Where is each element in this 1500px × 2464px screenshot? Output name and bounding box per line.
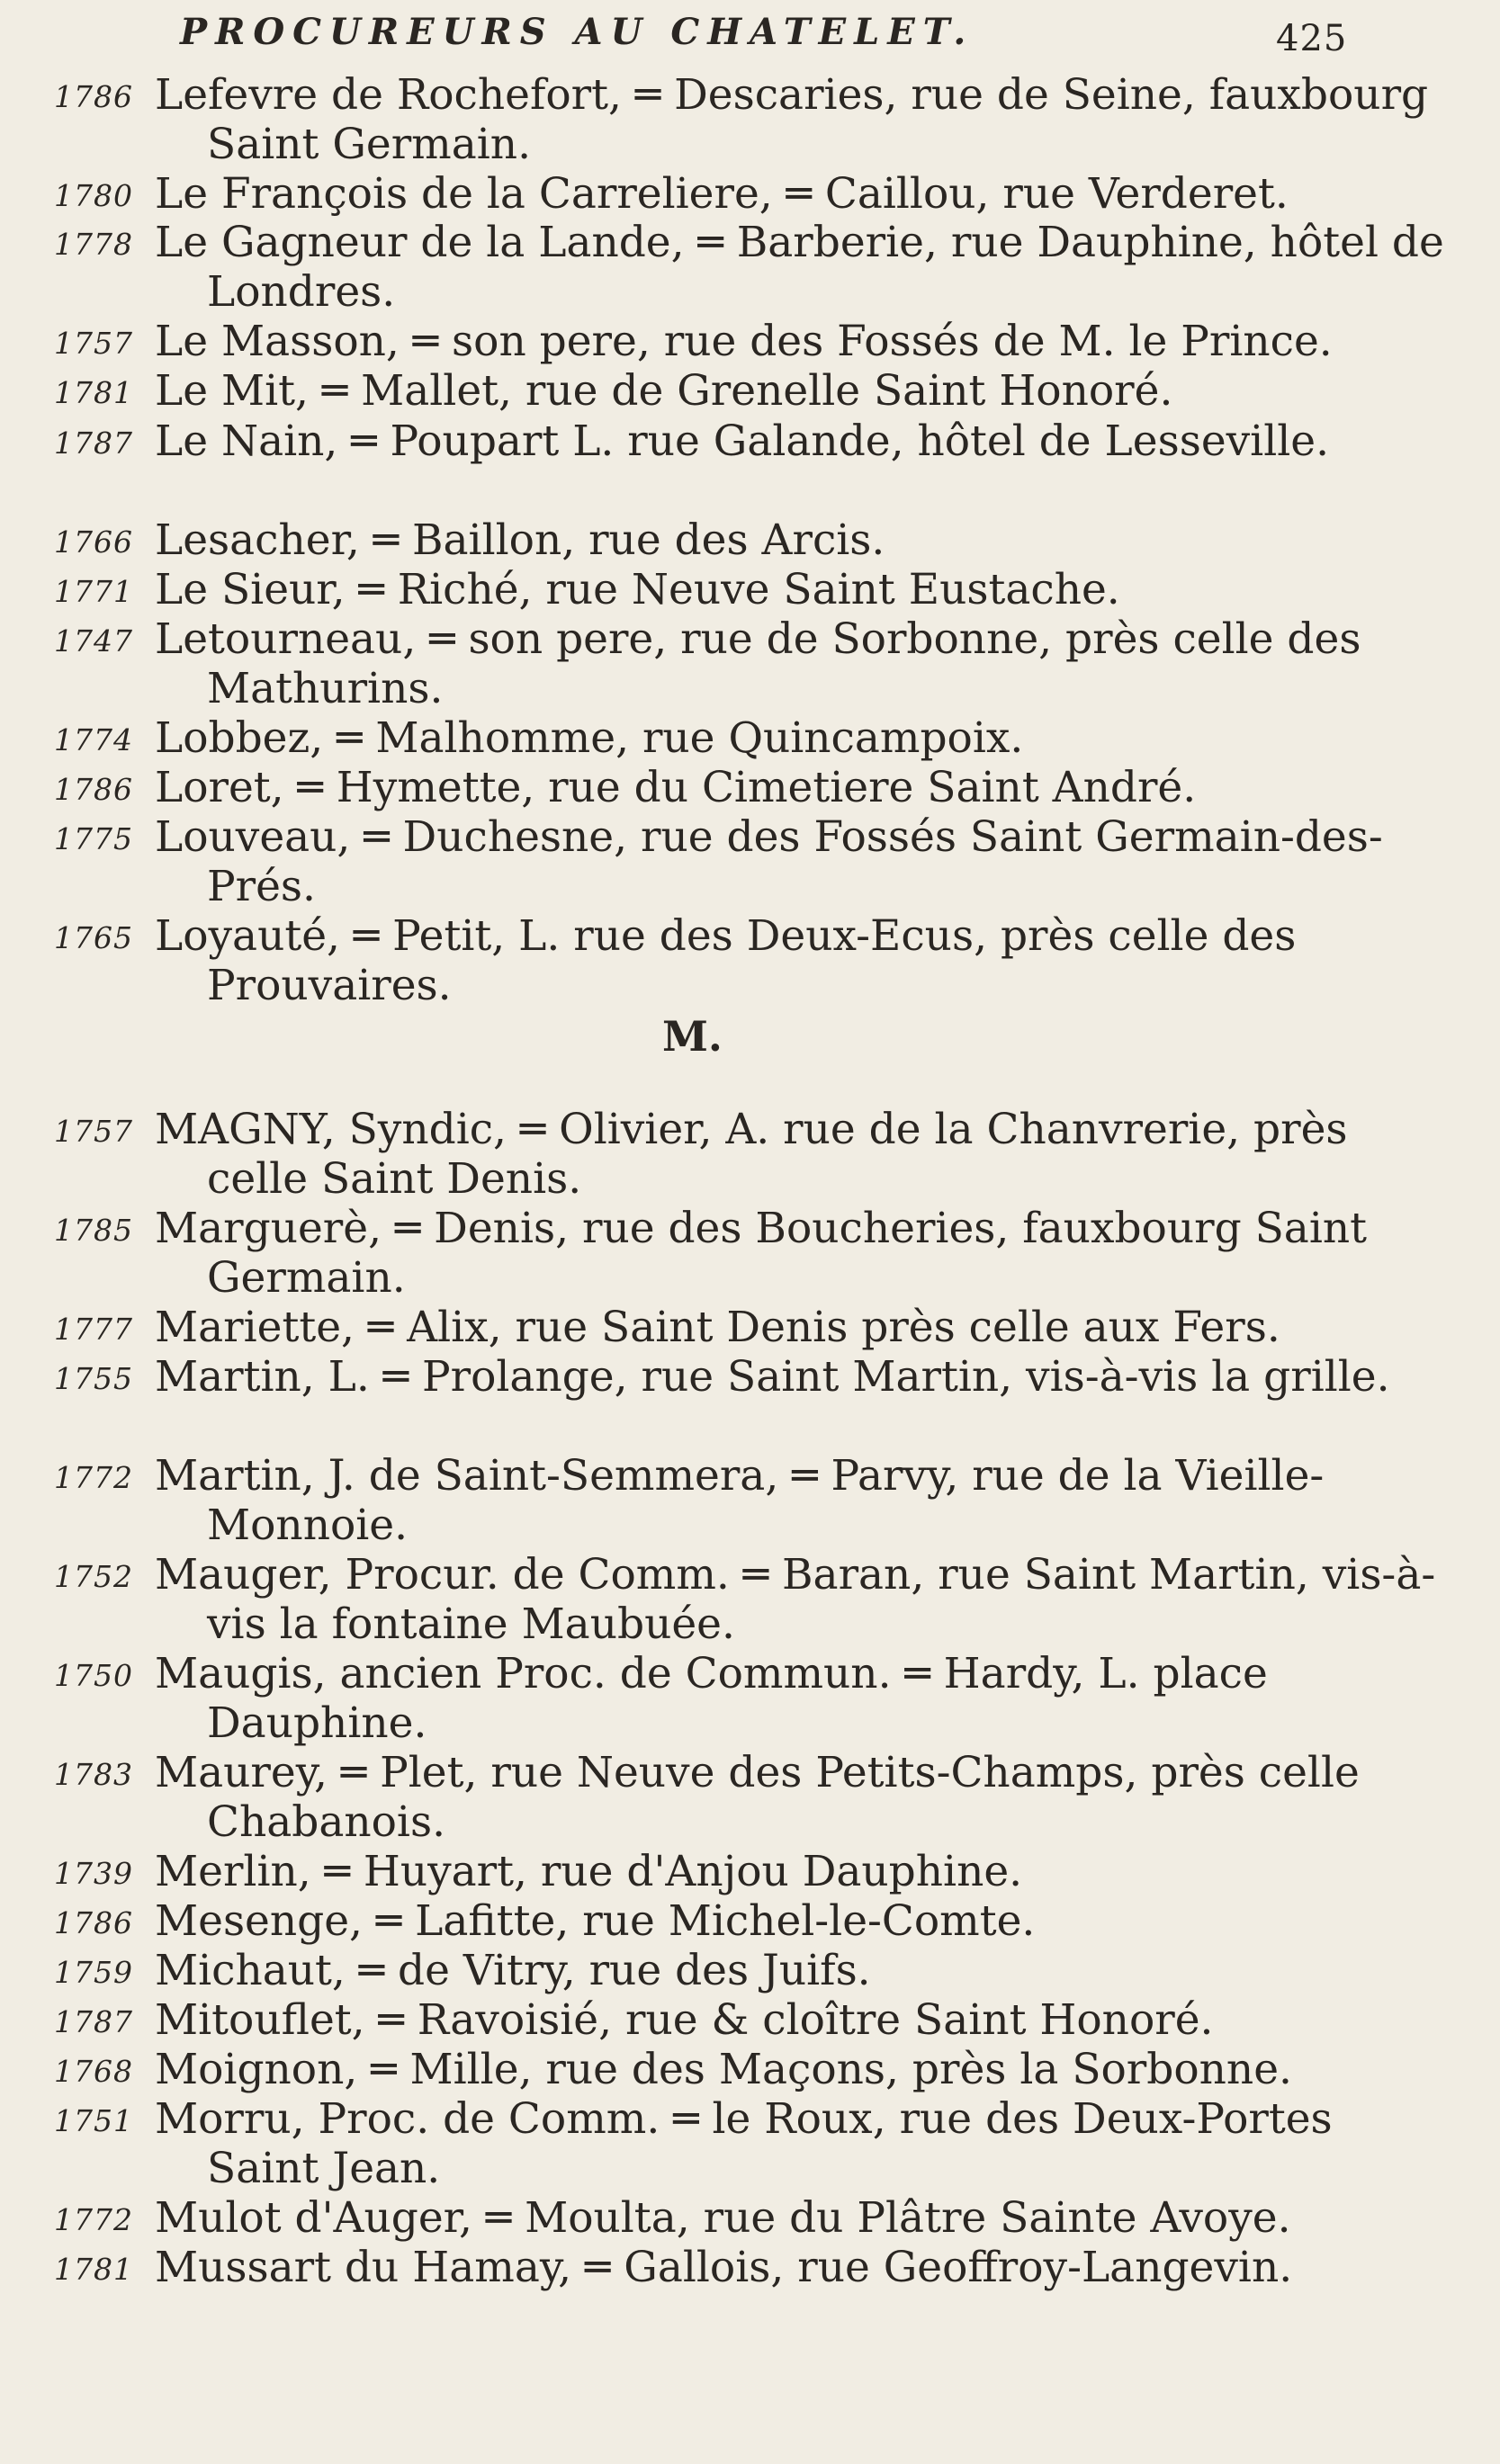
entry-year: 1786 bbox=[54, 772, 133, 807]
entry-year: 1755 bbox=[54, 1361, 133, 1396]
entry-year: 1765 bbox=[54, 920, 133, 955]
entry-year: 1739 bbox=[54, 1856, 133, 1891]
entry-year: 1757 bbox=[54, 1114, 133, 1149]
entry-year: 1787 bbox=[54, 426, 133, 461]
entry-text: Mussart du Hamay, ═ Gallois, rue Geoffroy-Langevin. bbox=[155, 2243, 1293, 2292]
list-item bbox=[54, 1303, 1377, 1352]
entry-text: MAGNY, Syndic, ═ Olivier, A. rue de la Chanvrerie, près celle Saint Denis. bbox=[155, 1105, 1348, 1204]
entry-text: Lesacher, ═ Baillon, rue des Arcis. bbox=[155, 515, 885, 565]
list-item bbox=[54, 218, 1444, 317]
list-item bbox=[54, 2193, 1377, 2243]
entry-year: 1759 bbox=[54, 1955, 133, 1990]
entry-text: Mesenge, ═ Lafitte, rue Michel-le-Comte. bbox=[155, 1896, 1036, 1946]
entry-year: 1772 bbox=[54, 1460, 133, 1495]
entry-year: 1781 bbox=[54, 375, 133, 410]
section-letter: M. bbox=[662, 1012, 723, 1061]
list-item bbox=[54, 169, 1377, 219]
list-item bbox=[54, 417, 1377, 466]
entry-text: Le Nain, ═ Poupart L. rue Galande, hôtel de Lesseville. bbox=[155, 417, 1330, 466]
list-item bbox=[54, 515, 1377, 565]
entry-text: Martin, L. ═ Prolange, rue Saint Martin, vis-à-vis la grille. bbox=[155, 1352, 1390, 1402]
list-item bbox=[54, 1896, 1377, 1946]
entry-text: Morru, Proc. de Comm. ═ le Roux, rue des Deux-Portes Saint Jean. bbox=[155, 2094, 1333, 2193]
entry-text: Martin, J. de Saint-Semmera, ═ Parvy, rue de la Vieille-Monnoie. bbox=[155, 1451, 1325, 1550]
entry-year: 1777 bbox=[54, 1312, 133, 1347]
entry-year: 1751 bbox=[54, 2103, 133, 2138]
entry-text: Le François de la Carreliere, ═ Caillou, rue Verderet. bbox=[155, 169, 1289, 219]
entry-year: 1766 bbox=[54, 524, 133, 560]
entry-text: Maugis, ancien Proc. de Commun. ═ Hardy, L. place Dauphine. bbox=[155, 1649, 1268, 1748]
entry-year: 1771 bbox=[54, 574, 133, 609]
entry-text: Maurey, ═ Plet, rue Neuve des Petits-Champs, près celle Chabanois. bbox=[155, 1748, 1360, 1847]
list-item bbox=[54, 713, 1377, 763]
page-number: 425 bbox=[1276, 18, 1348, 59]
entry-year: 1747 bbox=[54, 623, 133, 659]
entry-year: 1787 bbox=[54, 2004, 133, 2039]
entry-year: 1772 bbox=[54, 2202, 133, 2237]
entry-year: 1780 bbox=[54, 178, 133, 213]
entry-text: Le Gagneur de la Lande, ═ Barberie, rue Dauphine, hôtel de Londres. bbox=[155, 218, 1444, 317]
entry-text: Mitouflet, ═ Ravoisié, rue & cloître Saint Honoré. bbox=[155, 1995, 1214, 2045]
entry-year: 1750 bbox=[54, 1658, 133, 1693]
entry-year: 1768 bbox=[54, 2054, 133, 2089]
entry-year: 1757 bbox=[54, 326, 133, 361]
list-item bbox=[54, 1748, 1377, 1847]
entry-text: Mariette, ═ Alix, rue Saint Denis près celle aux Fers. bbox=[155, 1303, 1280, 1352]
list-item bbox=[54, 1649, 1377, 1748]
list-item bbox=[54, 2045, 1377, 2094]
list-item bbox=[54, 1352, 1390, 1402]
running-head: PROCUREURS AU CHATELET. bbox=[180, 11, 975, 53]
entry-year: 1786 bbox=[54, 1905, 133, 1940]
entry-text: Lobbez, ═ Malhomme, rue Quincampoix. bbox=[155, 713, 1024, 763]
list-item bbox=[54, 366, 1377, 416]
entry-text: Le Sieur, ═ Riché, rue Neuve Saint Eustache. bbox=[155, 565, 1120, 614]
entry-text: Le Mit, ═ Mallet, rue de Grenelle Saint Honoré. bbox=[155, 366, 1173, 416]
entry-text: Michaut, ═ de Vitry, rue des Juifs. bbox=[155, 1946, 871, 1995]
list-item bbox=[54, 1946, 1377, 1995]
entry-year: 1774 bbox=[54, 722, 133, 757]
list-item bbox=[54, 763, 1377, 812]
entry-text: Louveau, ═ Duchesne, rue des Fossés Saint Germain-des-Prés. bbox=[155, 812, 1383, 911]
entry-text: Lefevre de Rochefort, ═ Descaries, rue de Seine, fauxbourg Saint Germain. bbox=[155, 70, 1429, 169]
list-item bbox=[54, 70, 1429, 169]
entry-text: Moignon, ═ Mille, rue des Maçons, près la Sorbonne. bbox=[155, 2045, 1292, 2094]
entry-year: 1775 bbox=[54, 821, 133, 856]
list-item bbox=[54, 1105, 1377, 1204]
list-item bbox=[54, 1847, 1377, 1896]
entry-text: Mulot d'Auger, ═ Moulta, rue du Plâtre Sainte Avoye. bbox=[155, 2193, 1291, 2243]
entry-year: 1778 bbox=[54, 227, 133, 262]
list-item bbox=[54, 2243, 1377, 2292]
list-item bbox=[54, 911, 1377, 1010]
entry-text: Marguerè, ═ Denis, rue des Boucheries, fauxbourg Saint Germain. bbox=[155, 1204, 1368, 1303]
list-item bbox=[54, 317, 1377, 366]
list-item bbox=[54, 1550, 1436, 1649]
entry-text: Loyauté, ═ Petit, L. rue des Deux-Ecus, près celle des Prouvaires. bbox=[155, 911, 1297, 1010]
entry-text: Mauger, Procur. de Comm. ═ Baran, rue Saint Martin, vis-à-vis la fontaine Maubuée. bbox=[155, 1550, 1436, 1649]
list-item bbox=[54, 565, 1377, 614]
entry-text: Loret, ═ Hymette, rue du Cimetiere Saint André. bbox=[155, 763, 1197, 812]
entry-year: 1783 bbox=[54, 1757, 133, 1792]
list-item bbox=[54, 1204, 1377, 1303]
list-item bbox=[54, 614, 1377, 713]
list-item bbox=[54, 1995, 1377, 2045]
entry-text: Merlin, ═ Huyart, rue d'Anjou Dauphine. bbox=[155, 1847, 1023, 1896]
entry-year: 1786 bbox=[54, 79, 133, 114]
entry-year: 1752 bbox=[54, 1559, 133, 1594]
entry-year: 1781 bbox=[54, 2252, 133, 2287]
list-item bbox=[54, 1451, 1377, 1550]
list-item bbox=[54, 812, 1383, 911]
list-item bbox=[54, 2094, 1377, 2193]
entry-year: 1785 bbox=[54, 1213, 133, 1248]
entry-text: Letourneau, ═ son pere, rue de Sorbonne, près celle des Mathurins. bbox=[155, 614, 1361, 713]
entry-text: Le Masson, ═ son pere, rue des Fossés de M. le Prince. bbox=[155, 317, 1333, 366]
